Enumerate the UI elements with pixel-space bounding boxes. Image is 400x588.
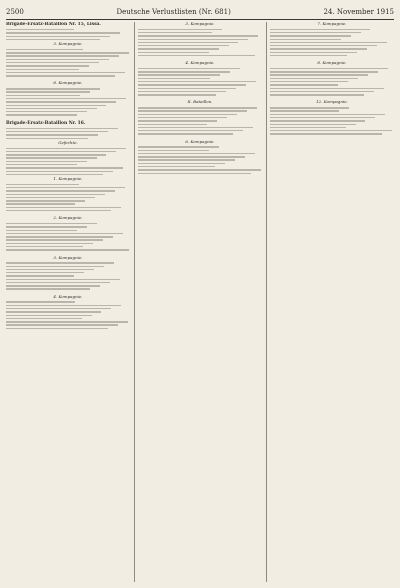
illegible-entry-line (6, 321, 128, 322)
illegible-entry-line (6, 311, 101, 312)
illegible-entry-line (270, 124, 356, 125)
illegible-entry-line (6, 59, 109, 60)
column-divider (266, 22, 267, 582)
illegible-entry-line (6, 111, 87, 112)
subsection-heading: 4. Kompagnie. (53, 293, 83, 299)
illegible-entry-line (6, 187, 125, 188)
illegible-entry-line (6, 203, 75, 204)
illegible-entry-line (6, 134, 98, 135)
illegible-entry-line (138, 173, 251, 174)
illegible-entry-line (6, 262, 114, 263)
illegible-entry-line (6, 269, 94, 270)
illegible-entry-line (270, 68, 388, 69)
issue-date: 24. November 1915 (323, 8, 394, 16)
illegible-entry-line (270, 71, 378, 72)
illegible-entry-line (270, 91, 374, 92)
illegible-entry-line (138, 42, 238, 43)
subsection-heading: II. Bataillon. (187, 99, 213, 105)
illegible-entry-line (138, 120, 217, 121)
illegible-entry-line (6, 36, 110, 37)
illegible-entry-line (270, 107, 349, 108)
issue-number: (Nr. 681) (198, 8, 231, 16)
illegible-entry-line (138, 81, 256, 82)
illegible-entry-line (6, 210, 111, 211)
illegible-entry-line (6, 190, 115, 191)
publication-title: Deutsche Verlustlisten (116, 8, 197, 16)
illegible-entry-line (270, 45, 377, 46)
illegible-entry-line (6, 318, 82, 319)
illegible-entry-line (6, 282, 110, 283)
illegible-entry-line (6, 197, 95, 198)
subsection-heading: 1. Kompagnie. (53, 176, 83, 182)
illegible-entry-line (6, 105, 106, 106)
illegible-entry-line (270, 42, 387, 43)
illegible-entry-line (270, 81, 348, 82)
illegible-entry-line (6, 266, 104, 267)
illegible-entry-line (138, 153, 255, 154)
header-rule (6, 19, 394, 20)
illegible-entry-line (138, 78, 210, 79)
illegible-entry-line (6, 308, 111, 309)
subsection-heading: 6. Kompagnie. (185, 138, 215, 144)
illegible-entry-line (270, 32, 361, 33)
illegible-entry-line (6, 171, 113, 172)
illegible-entry-line (138, 48, 219, 49)
illegible-entry-line (6, 52, 129, 53)
illegible-entry-line (6, 246, 83, 247)
illegible-entry-line (138, 166, 215, 167)
illegible-entry-line (6, 55, 119, 56)
illegible-entry-line (6, 279, 120, 280)
illegible-entry-line (6, 108, 97, 109)
illegible-entry-line (6, 275, 74, 276)
illegible-entry-line (270, 114, 385, 115)
illegible-entry-line (138, 114, 237, 115)
illegible-entry-line (6, 285, 100, 286)
subsection-heading: 7. Kompagnie. (317, 22, 347, 26)
illegible-entry-line (270, 133, 382, 134)
illegible-entry-line (6, 194, 105, 195)
illegible-entry-line (138, 29, 222, 30)
illegible-entry-line (6, 91, 90, 92)
illegible-entry-line (6, 324, 118, 325)
illegible-entry-line (6, 98, 126, 99)
illegible-entry-line (138, 35, 258, 36)
illegible-entry-line (138, 110, 247, 111)
illegible-entry-line (6, 288, 90, 289)
illegible-entry-line (6, 151, 116, 152)
illegible-entry-line (270, 127, 346, 128)
illegible-entry-line (6, 167, 123, 168)
subsection-heading: 8. Kompagnie. (317, 60, 347, 66)
page-title (117, 8, 231, 16)
illegible-entry-line (138, 55, 255, 56)
illegible-entry-line (6, 157, 97, 158)
subsection-heading: 2. Kompagnie. (53, 215, 83, 221)
illegible-entry-line (6, 184, 79, 185)
illegible-entry-line (6, 138, 88, 139)
subsection-heading: 3. Kompagnie. (53, 41, 83, 47)
illegible-entry-line (6, 249, 129, 250)
illegible-entry-line (138, 146, 219, 147)
illegible-entry-line (138, 169, 261, 170)
illegible-entry-line (6, 75, 115, 76)
illegible-entry-line (6, 200, 85, 201)
illegible-entry-line (6, 230, 77, 231)
illegible-entry-line (6, 101, 116, 102)
subsection-heading: Gefechte. (58, 139, 78, 145)
illegible-entry-line (6, 243, 93, 244)
illegible-entry-line (138, 156, 245, 157)
illegible-entry-line (138, 71, 230, 72)
illegible-entry-line (138, 39, 248, 40)
section-heading: Brigade-Ersatz-Bataillon Nr. 16. (6, 120, 86, 126)
illegible-entry-line (138, 74, 220, 75)
illegible-entry-line (6, 29, 74, 30)
column-2 (138, 22, 262, 582)
illegible-entry-line (6, 148, 126, 149)
illegible-entry-line (270, 84, 338, 85)
illegible-entry-line (138, 88, 236, 89)
illegible-entry-line (6, 161, 87, 162)
illegible-entry-line (270, 117, 375, 118)
illegible-entry-line (6, 305, 121, 306)
illegible-entry-line (138, 133, 233, 134)
illegible-entry-line (6, 236, 113, 237)
illegible-entry-line (6, 114, 77, 115)
illegible-entry-line (6, 328, 108, 329)
illegible-entry-line (270, 55, 347, 56)
illegible-entry-line (6, 128, 118, 129)
illegible-entry-line (6, 164, 77, 165)
illegible-entry-line (6, 239, 103, 240)
illegible-entry-line (6, 272, 84, 273)
illegible-entry-line (6, 174, 103, 175)
illegible-entry-line (138, 150, 209, 151)
subsection-heading: 12. Kompagnie. (316, 99, 348, 105)
illegible-entry-line (138, 159, 235, 160)
section-heading: Brigade-Ersatz-Bataillon Nr. 15, Lissa. (6, 22, 101, 27)
illegible-entry-line (6, 131, 108, 132)
illegible-entry-line (270, 94, 364, 95)
page-header (6, 6, 394, 18)
illegible-entry-line (6, 65, 89, 66)
illegible-entry-line (138, 32, 212, 33)
page-number: 2500 (6, 8, 24, 16)
illegible-entry-line (270, 130, 392, 131)
illegible-entry-line (138, 127, 253, 128)
illegible-entry-line (6, 69, 79, 70)
illegible-entry-line (6, 49, 83, 50)
subsection-heading: 8. Kompagnie. (53, 80, 83, 86)
illegible-entry-line (138, 84, 246, 85)
illegible-entry-line (6, 301, 75, 302)
illegible-entry-line (6, 226, 87, 227)
illegible-entry-line (270, 74, 368, 75)
illegible-entry-line (6, 207, 121, 208)
illegible-entry-line (270, 78, 358, 79)
column-1 (6, 22, 130, 582)
subsection-heading: 4. Kompagnie. (185, 60, 215, 66)
illegible-entry-line (138, 124, 207, 125)
illegible-entry-line (6, 154, 106, 155)
illegible-entry-line (6, 39, 100, 40)
illegible-entry-line (138, 117, 227, 118)
illegible-entry-line (270, 48, 367, 49)
illegible-entry-line (138, 91, 226, 92)
illegible-entry-line (6, 32, 120, 33)
illegible-entry-line (6, 72, 125, 73)
subsection-heading: 3. Kompagnie. (185, 22, 215, 26)
illegible-entry-line (138, 52, 209, 53)
illegible-entry-line (6, 95, 80, 96)
illegible-entry-line (138, 107, 257, 108)
illegible-entry-line (270, 88, 384, 89)
illegible-entry-line (270, 29, 370, 30)
illegible-entry-line (270, 39, 341, 40)
illegible-entry-line (270, 52, 357, 53)
illegible-entry-line (138, 68, 240, 69)
illegible-entry-line (270, 110, 339, 111)
illegible-entry-line (6, 62, 99, 63)
column-divider (134, 22, 135, 582)
illegible-entry-line (270, 120, 365, 121)
column-3 (270, 22, 394, 582)
illegible-entry-line (6, 223, 97, 224)
illegible-entry-line (138, 163, 225, 164)
illegible-entry-line (6, 315, 92, 316)
illegible-entry-line (138, 94, 216, 95)
illegible-entry-line (138, 130, 243, 131)
illegible-entry-line (270, 35, 351, 36)
illegible-entry-line (6, 233, 123, 234)
illegible-entry-line (6, 88, 100, 89)
illegible-entry-line (138, 45, 229, 46)
subsection-heading: 3. Kompagnie. (53, 254, 83, 260)
